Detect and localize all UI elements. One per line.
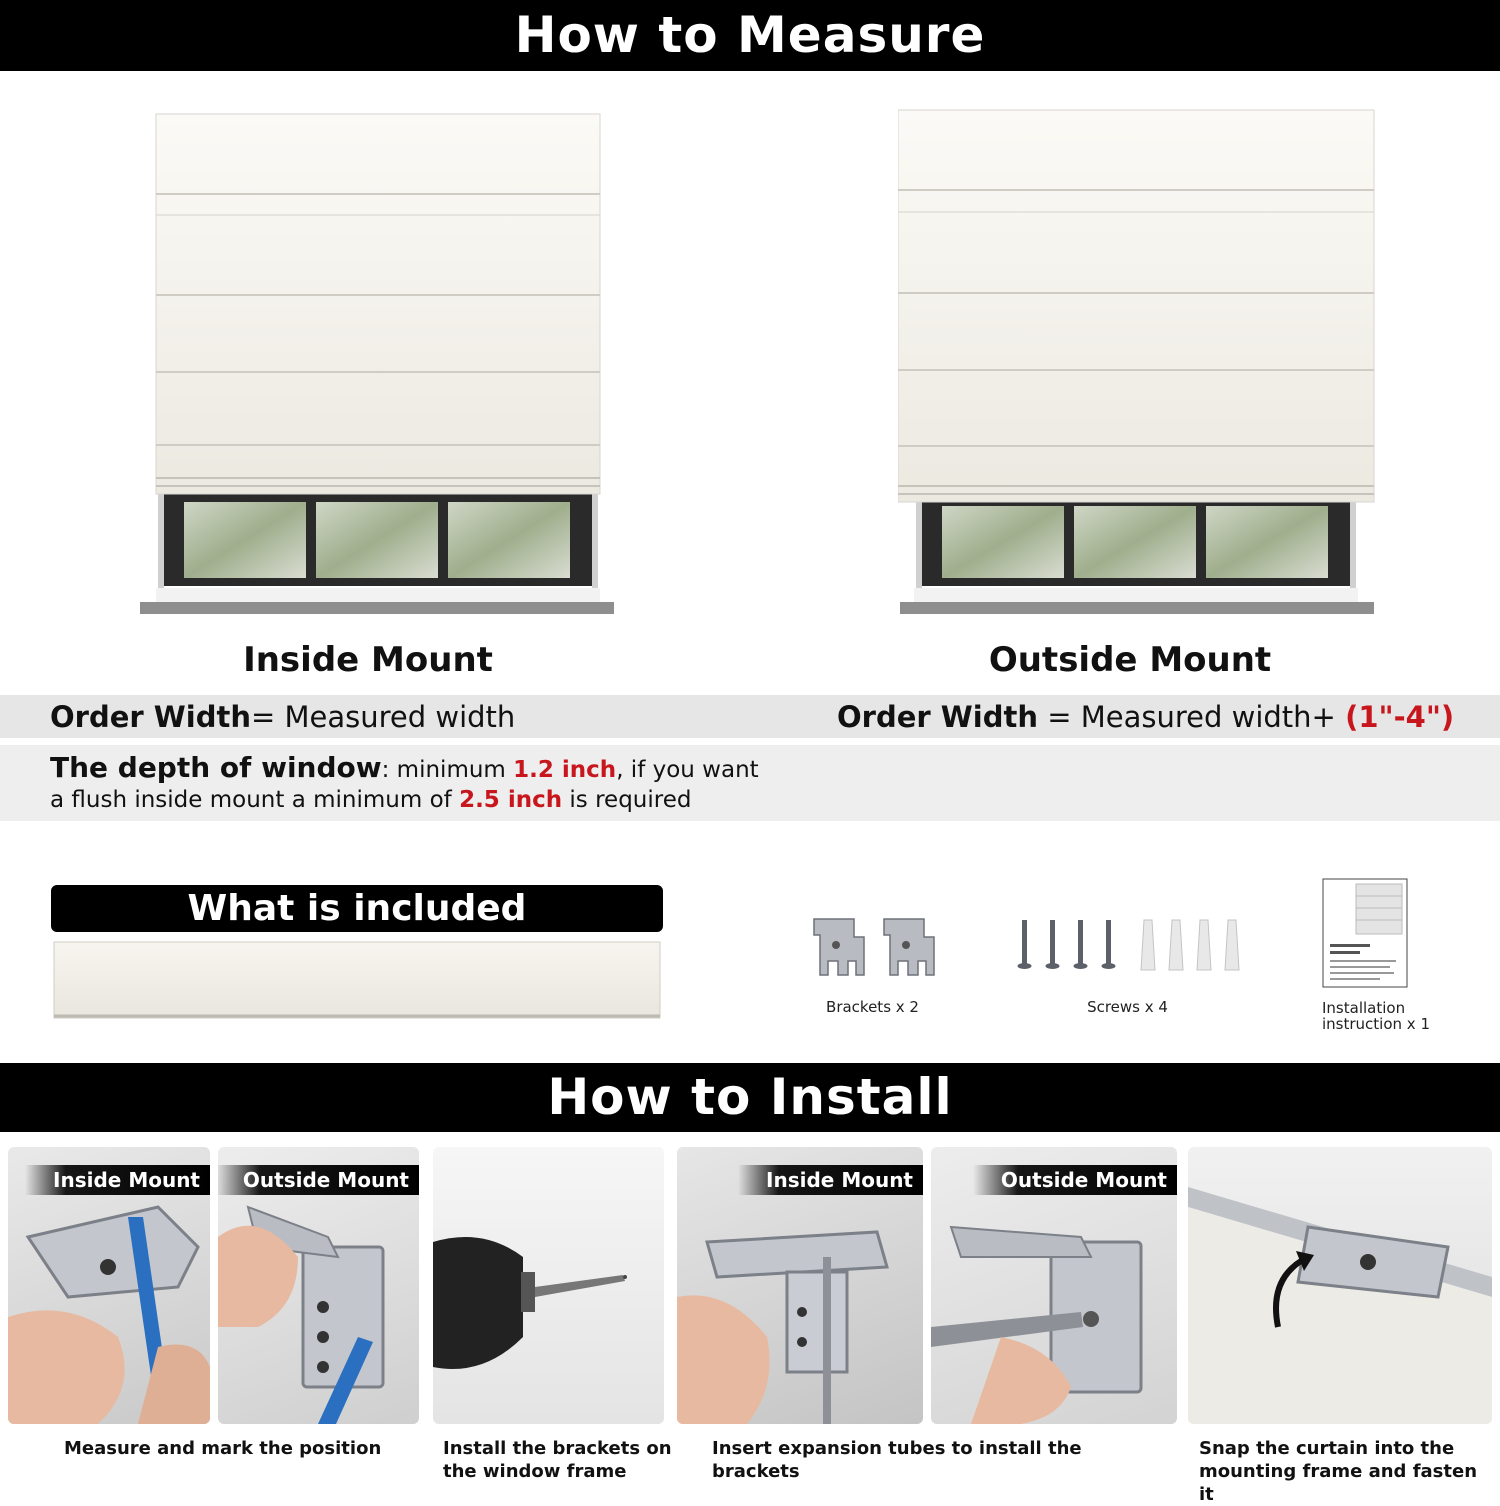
instruction-caption xyxy=(1322,1000,1462,1032)
included-banner xyxy=(51,885,663,932)
photo-outside-mount-screw xyxy=(931,1147,1177,1424)
depth-text-2: , if you want xyxy=(616,757,759,783)
step2-caption xyxy=(443,1437,673,1483)
step4-caption-line2: mounting frame and fasten it xyxy=(1199,1461,1478,1505)
brackets-image xyxy=(808,915,948,979)
tag-outside-mount-2: Outside Mount xyxy=(973,1165,1177,1195)
screws-caption: Screws x 4 xyxy=(1087,998,1168,1016)
outside-order-width-label: Order Width xyxy=(837,700,1038,734)
brackets-caption: Brackets x 2 xyxy=(826,998,919,1016)
measure-banner xyxy=(0,0,1500,71)
depth-flush-value: 2.5 inch xyxy=(459,787,563,813)
depth-text-3: a flush inside mount a minimum of xyxy=(50,787,460,813)
install-banner xyxy=(0,1063,1500,1132)
instruction-caption-line2: instruction x 1 xyxy=(1322,1015,1430,1033)
tag-inside-mount-1: Inside Mount xyxy=(25,1165,210,1195)
inside-mount-illustration xyxy=(140,112,616,617)
photo-snap-curtain xyxy=(1188,1147,1492,1424)
measure-title: How to Measure xyxy=(514,6,986,64)
photo-inside-mount-screw xyxy=(677,1147,923,1424)
tag-inside-mount-2: Inside Mount xyxy=(738,1165,923,1195)
step2-caption-line2: the window frame xyxy=(443,1461,627,1482)
photo-outside-mount-mark xyxy=(218,1147,419,1424)
step3-caption: Insert expansion tubes to install the brackets xyxy=(712,1438,1082,1482)
depth-line-1 xyxy=(50,752,759,786)
step4-caption-line1: Snap the curtain into the xyxy=(1199,1438,1455,1459)
step1-caption: Measure and mark the position xyxy=(64,1438,382,1459)
outside-order-width xyxy=(837,699,1454,735)
depth-text-1: : minimum xyxy=(381,757,514,783)
outside-order-width-formula: = Measured width+ xyxy=(1037,700,1346,734)
inside-order-width xyxy=(50,699,515,735)
photo-drilling xyxy=(433,1147,664,1424)
depth-line-2 xyxy=(50,785,691,815)
depth-text-4: is required xyxy=(562,787,692,813)
outside-mount-title: Outside Mount xyxy=(988,640,1272,680)
depth-label: The depth of window xyxy=(50,751,382,784)
headrail-image xyxy=(53,938,661,1022)
install-title: How to Install xyxy=(547,1068,953,1126)
step2-caption-line1: Install the brackets on xyxy=(443,1438,672,1459)
photo-inside-mount-mark xyxy=(8,1147,210,1424)
inside-mount-title: Inside Mount xyxy=(243,640,493,680)
instruction-booklet-image xyxy=(1322,878,1408,988)
inside-order-width-formula: = Measured width xyxy=(250,700,516,734)
included-title: What is included xyxy=(187,888,527,929)
instruction-caption-line1: Installation xyxy=(1322,999,1406,1017)
outside-order-width-range: (1"-4") xyxy=(1345,700,1455,734)
outside-mount-illustration xyxy=(898,108,1376,617)
screws-image xyxy=(1014,914,1246,978)
inside-order-width-label: Order Width xyxy=(50,700,251,734)
tag-outside-mount-1: Outside Mount xyxy=(218,1165,419,1195)
step4-caption xyxy=(1199,1437,1494,1506)
depth-min-value: 1.2 inch xyxy=(513,757,617,783)
